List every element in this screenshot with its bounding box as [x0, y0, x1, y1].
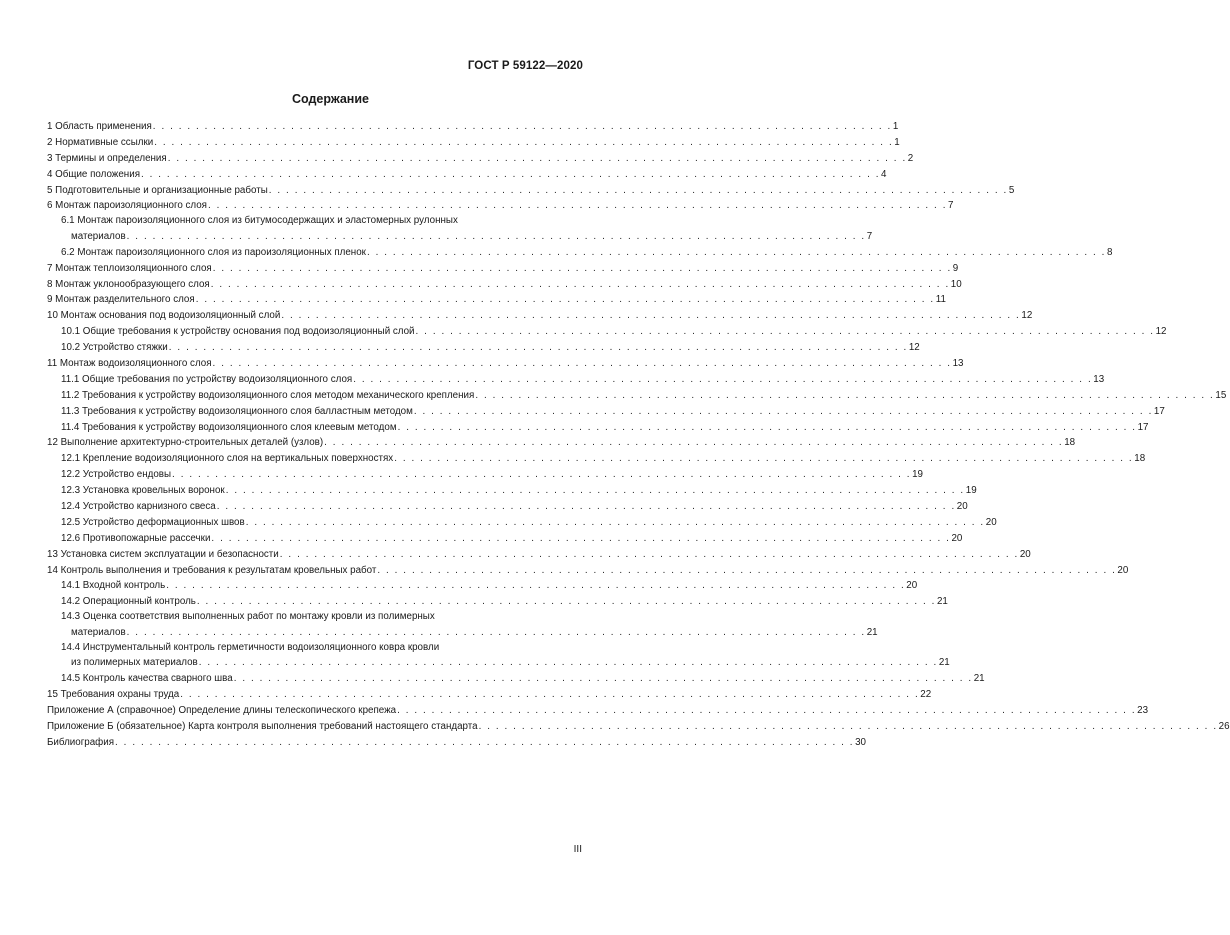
toc-entry-title: 12.1 Крепление водоизоляционного слоя на вертикальных поверхностях: [61, 453, 394, 465]
toc-entry[interactable]: [47, 435, 1076, 451]
toc-entry[interactable]: [47, 277, 962, 293]
toc-entry-page: 30: [855, 736, 866, 748]
toc-entry[interactable]: [47, 198, 954, 214]
toc-entry[interactable]: [47, 467, 923, 483]
toc-entry-title: 12.3 Установка кровельных воронок: [61, 485, 225, 497]
toc-entry-page: 21: [938, 657, 950, 669]
toc-entry-page: 21: [936, 596, 948, 608]
toc-entry[interactable]: [47, 483, 977, 499]
toc-entry[interactable]: [47, 292, 946, 308]
toc-entry[interactable]: [47, 594, 948, 610]
toc-entry-title: материалов: [71, 626, 126, 638]
toc-entry[interactable]: [47, 356, 964, 372]
toc-leader-dots: . . . . . . . . . . . . . . . . . . . . . . . . . . . . . . . . . . . . . . . . . . . . . . . . . . . . . . . . . . . . . . . . . . . . . . . . . . . . . . . . . . . . . .: [180, 688, 920, 700]
toc-entry-page: 13: [952, 357, 964, 369]
toc-entry-title: 14.1 Входной контроль: [61, 580, 166, 592]
toc-leader-dots: . . . . . . . . . . . . . . . . . . . . . . . . . . . . . . . . . . . . . . . . . . . . . . . . . . . . . . . . . . . . . . . . . . . . . . . . . . . . . . . . . . . . . .: [126, 626, 866, 638]
toc-entry[interactable]: [47, 610, 878, 640]
toc-leader-dots: . . . . . . . . . . . . . . . . . . . . . . . . . . . . . . . . . . . . . . . . . . . . . . . . . . . . . . . . . . . . . . . . . . . . . . . . . . . . . . . . . . . . . .: [152, 121, 892, 132]
toc-entry-title: 12.5 Устройство деформационных швов: [61, 516, 245, 528]
toc-leader-dots: . . . . . . . . . . . . . . . . . . . . . . . . . . . . . . . . . . . . . . . . . . . . . . . . . . . . . . . . . . . . . . . . . . . . . . . . . . . . . . . . . . . . . .: [413, 405, 1153, 417]
toc-leader-dots: . . . . . . . . . . . . . . . . . . . . . . . . . . . . . . . . . . . . . . . . . . . . . . . . . . . . . . . . . . . . . . . . . . . . . . . . . . . . . . . . . . . . . .: [279, 548, 1019, 560]
toc-entry-page: 15: [1215, 389, 1227, 401]
toc-entry[interactable]: [47, 324, 1167, 340]
toc-entry-title: 10 Монтаж основания под водоизоляционный слой: [47, 310, 281, 322]
toc-entry-title: 11.1 Общие требования по устройству водоизоляционного слоя: [61, 373, 353, 385]
toc-entry-title: 14.2 Операционный контроль: [61, 596, 196, 608]
toc-entry[interactable]: [47, 340, 920, 356]
toc-leader-dots: . . . . . . . . . . . . . . . . . . . . . . . . . . . . . . . . . . . . . . . . . . . . . . . . . . . . . . . . . . . . . . . . . . . . . . . . . . . . . . . . . . . . . .: [115, 736, 855, 748]
toc-leader-dots: . . . . . . . . . . . . . . . . . . . . . . . . . . . . . . . . . . . . . . . . . . . . . . . . . . . . . . . . . . . . . . . . . . . . . . . . . . . . . . . . . . . . . .: [141, 168, 881, 180]
toc-entry-title: 12 Выполнение архитектурно-строительных деталей (узлов): [47, 437, 324, 449]
toc-leader-dots: . . . . . . . . . . . . . . . . . . . . . . . . . . . . . . . . . . . . . . . . . . . . . . . . . . . . . . . . . . . . . . . . . . . . . . . . . . . . . . . . . . . . . .: [324, 437, 1064, 449]
toc-entry-title: Приложение А (справочное) Определение длины телескопического крепежа: [47, 704, 397, 716]
toc-entry-title: Приложение Б (обязательное) Карта контроля выполнения требований настоящего стандарта: [47, 720, 478, 732]
toc-entry-title: 11.3 Требования к устройству водоизоляционного слоя балластным методом: [61, 405, 413, 417]
toc-leader-dots: . . . . . . . . . . . . . . . . . . . . . . . . . . . . . . . . . . . . . . . . . . . . . . . . . . . . . . . . . . . . . . . . . . . . . . . . . . . . . . . . . . . . . .: [281, 310, 1021, 322]
toc-leader-dots: . . . . . . . . . . . . . . . . . . . . . . . . . . . . . . . . . . . . . . . . . . . . . . . . . . . . . . . . . . . . . . . . . . . . . . . . . . . . . . . . . . . . . .: [154, 136, 894, 148]
toc-entry-page: 2: [907, 152, 914, 164]
toc-entry-page: 12: [1155, 326, 1167, 338]
toc-leader-dots: . . . . . . . . . . . . . . . . . . . . . . . . . . . . . . . . . . . . . . . . . . . . . . . . . . . . . . . . . . . . . . . . . . . . . . . . . . . . . . . . . . . . . .: [245, 516, 985, 528]
toc-leader-dots: . . . . . . . . . . . . . . . . . . . . . . . . . . . . . . . . . . . . . . . . . . . . . . . . . . . . . . . . . . . . . . . . . . . . . . . . . . . . . . . . . . . . . .: [126, 230, 866, 242]
toc-title: Содержание: [291, 92, 369, 106]
toc-leader-dots: . . . . . . . . . . . . . . . . . . . . . . . . . . . . . . . . . . . . . . . . . . . . . . . . . . . . . . . . . . . . . . . . . . . . . . . . . . . . . . . . . . . . . .: [166, 580, 906, 592]
toc-entry[interactable]: [47, 578, 918, 594]
toc-entry-title: 12.2 Устройство ендовы: [61, 469, 172, 481]
toc-entry-page: 20: [951, 532, 963, 544]
toc-entry-page: 4: [881, 168, 887, 180]
toc-leader-dots: . . . . . . . . . . . . . . . . . . . . . . . . . . . . . . . . . . . . . . . . . . . . . . . . . . . . . . . . . . . . . . . . . . . . . . . . . . . . . . . . . . . . . .: [475, 389, 1215, 401]
toc-entry-title-first-line: 14.3 Оценка соответствия выполненных работ по монтажу кровли из полимерных: [61, 611, 435, 623]
toc-leader-dots: . . . . . . . . . . . . . . . . . . . . . . . . . . . . . . . . . . . . . . . . . . . . . . . . . . . . . . . . . . . . . . . . . . . . . . . . . . . . . . . . . . . . . .: [225, 485, 965, 497]
toc-leader-dots: . . . . . . . . . . . . . . . . . . . . . . . . . . . . . . . . . . . . . . . . . . . . . . . . . . . . . . . . . . . . . . . . . . . . . . . . . . . . . . . . . . . . . .: [212, 357, 952, 369]
toc-entry-title: 12.6 Противопожарные рассечки: [61, 532, 211, 544]
toc-entry-title: 14 Контроль выполнения и требования к результатам кровельных работ: [47, 564, 377, 576]
toc-leader-dots: . . . . . . . . . . . . . . . . . . . . . . . . . . . . . . . . . . . . . . . . . . . . . . . . . . . . . . . . . . . . . . . . . . . . . . . . . . . . . . . . . . . . . .: [478, 720, 1218, 732]
toc-entry-page: 12: [1021, 310, 1033, 322]
toc-entry-page: 20: [956, 500, 968, 512]
toc-entry-title: 6 Монтаж пароизоляционного слоя: [47, 200, 207, 212]
toc-entry-page: 20: [906, 580, 918, 592]
toc-leader-dots: . . . . . . . . . . . . . . . . . . . . . . . . . . . . . . . . . . . . . . . . . . . . . . . . . . . . . . . . . . . . . . . . . . . . . . . . . . . . . . . . . . . . . .: [212, 262, 952, 274]
toc-entry-page: 19: [912, 469, 923, 481]
toc-entry-page: 26: [1218, 720, 1230, 732]
toc-leader-dots: . . . . . . . . . . . . . . . . . . . . . . . . . . . . . . . . . . . . . . . . . . . . . . . . . . . . . . . . . . . . . . . . . . . . . . . . . . . . . . . . . . . . . .: [167, 152, 907, 164]
toc-leader-dots: . . . . . . . . . . . . . . . . . . . . . . . . . . . . . . . . . . . . . . . . . . . . . . . . . . . . . . . . . . . . . . . . . . . . . . . . . . . . . . . . . . . . . .: [268, 184, 1008, 196]
toc-entry-page: 17: [1137, 421, 1149, 433]
toc-leader-dots: . . . . . . . . . . . . . . . . . . . . . . . . . . . . . . . . . . . . . . . . . . . . . . . . . . . . . . . . . . . . . . . . . . . . . . . . . . . . . . . . . . . . . .: [207, 200, 948, 212]
toc-entry[interactable]: [47, 404, 1165, 420]
toc-entry-page: 1: [892, 121, 899, 132]
toc-entry-page: 13: [1093, 373, 1105, 385]
toc-entry-page: 20: [1117, 564, 1129, 576]
toc-entry[interactable]: [47, 451, 1146, 467]
toc-entry-title: 15 Требования охраны труда: [47, 688, 180, 700]
toc-entry-title-first-line: 6.1 Монтаж пароизоляционного слоя из битумосодержащих и эластомерных рулонных: [61, 215, 458, 227]
toc-entry-title: материалов: [71, 230, 126, 242]
toc-entry-title: 6.2 Монтаж пароизоляционного слоя из пароизоляционных пленок: [61, 246, 366, 258]
toc-entry-title: Библиография: [47, 736, 115, 748]
toc-entry-title: 2 Нормативные ссылки: [47, 136, 154, 148]
toc-entry-page: 18: [1064, 437, 1076, 449]
toc-entry-title: 14.5 Контроль качества сварного шва: [61, 673, 233, 684]
toc-entry[interactable]: [47, 641, 950, 671]
toc-entry-title: 10.2 Устройство стяжки: [61, 342, 168, 354]
toc-entry[interactable]: [47, 531, 963, 547]
toc-leader-dots: . . . . . . . . . . . . . . . . . . . . . . . . . . . . . . . . . . . . . . . . . . . . . . . . . . . . . . . . . . . . . . . . . . . . . . . . . . . . . . . . . . . . . .: [397, 421, 1137, 433]
document-standard-number: ГОСТ Р 59122—2020: [467, 60, 583, 72]
toc-entry[interactable]: [47, 687, 932, 703]
toc-entry-title: 1 Область применения: [47, 121, 152, 132]
toc-entry-title: 12.4 Устройство карнизного свеса: [61, 500, 216, 512]
toc-entry[interactable]: [47, 135, 900, 151]
toc-entry[interactable]: [47, 245, 1113, 261]
toc-leader-dots: . . . . . . . . . . . . . . . . . . . . . . . . . . . . . . . . . . . . . . . . . . . . . . . . . . . . . . . . . . . . . . . . . . . . . . . . . . . . . . . . . . . . . .: [216, 500, 956, 512]
toc-entry[interactable]: [47, 719, 1230, 735]
toc-leader-dots: . . . . . . . . . . . . . . . . . . . . . . . . . . . . . . . . . . . . . . . . . . . . . . . . . . . . . . . . . . . . . . . . . . . . . . . . . . . . . . . . . . . . . .: [172, 469, 912, 481]
toc-entry-page: 18: [1134, 453, 1146, 465]
toc-entry[interactable]: [47, 703, 1149, 719]
toc-entry-page: 19: [965, 485, 977, 497]
toc-leader-dots: . . . . . . . . . . . . . . . . . . . . . . . . . . . . . . . . . . . . . . . . . . . . . . . . . . . . . . . . . . . . . . . . . . . . . . . . . . . . . . . . . . . . . .: [196, 596, 936, 608]
toc-entry[interactable]: [47, 563, 1129, 579]
toc-entry-page: 11: [935, 294, 946, 306]
toc-entry[interactable]: [47, 183, 1015, 199]
toc-entry[interactable]: [47, 151, 914, 167]
toc-entry-title: 4 Общие положения: [47, 168, 140, 180]
toc-leader-dots: . . . . . . . . . . . . . . . . . . . . . . . . . . . . . . . . . . . . . . . . . . . . . . . . . . . . . . . . . . . . . . . . . . . . . . . . . . . . . . . . . . . . . .: [211, 532, 951, 544]
table-of-contents: [47, 119, 1230, 750]
toc-entry-title-first-line: 14.4 Инструментальный контроль герметичности водоизоляционного ковра кровли: [61, 641, 440, 653]
toc-entry-page: 7: [866, 230, 873, 242]
toc-entry[interactable]: [47, 214, 873, 244]
toc-leader-dots: . . . . . . . . . . . . . . . . . . . . . . . . . . . . . . . . . . . . . . . . . . . . . . . . . . . . . . . . . . . . . . . . . . . . . . . . . . . . . . . . . . . . . .: [233, 673, 973, 684]
toc-leader-dots: . . . . . . . . . . . . . . . . . . . . . . . . . . . . . . . . . . . . . . . . . . . . . . . . . . . . . . . . . . . . . . . . . . . . . . . . . . . . . . . . . . . . . .: [195, 294, 935, 306]
toc-entry[interactable]: [47, 499, 968, 515]
toc-leader-dots: . . . . . . . . . . . . . . . . . . . . . . . . . . . . . . . . . . . . . . . . . . . . . . . . . . . . . . . . . . . . . . . . . . . . . . . . . . . . . . . . . . . . . .: [366, 246, 1106, 258]
toc-entry-page: 1: [894, 136, 900, 148]
toc-entry-page: 12: [908, 342, 920, 354]
toc-entry[interactable]: [47, 547, 1031, 563]
toc-entry-page: 8: [1106, 246, 1113, 258]
toc-entry[interactable]: [47, 420, 1149, 436]
toc-entry-page: 21: [973, 673, 985, 684]
toc-entry-page: 22: [920, 688, 932, 700]
toc-entry[interactable]: [47, 735, 866, 751]
toc-entry-title: 3 Термины и определения: [47, 152, 167, 164]
toc-entry[interactable]: [47, 167, 887, 183]
toc-entry-title: 11.4 Требования к устройству водоизоляционного слоя клеевым методом: [61, 421, 397, 433]
toc-entry-page: 7: [948, 200, 954, 212]
toc-entry[interactable]: [47, 261, 959, 277]
toc-entry-title: 7 Монтаж теплоизоляционного слоя: [47, 262, 212, 274]
toc-entry[interactable]: [47, 308, 1033, 324]
toc-leader-dots: . . . . . . . . . . . . . . . . . . . . . . . . . . . . . . . . . . . . . . . . . . . . . . . . . . . . . . . . . . . . . . . . . . . . . . . . . . . . . . . . . . . . . .: [415, 326, 1155, 338]
toc-entry-page: 17: [1153, 405, 1165, 417]
toc-entry[interactable]: [47, 515, 997, 531]
toc-entry-title: 11 Монтаж водоизоляционного слоя: [47, 357, 212, 369]
toc-entry-title: 13 Установка систем эксплуатации и безопасности: [47, 548, 279, 560]
toc-entry-page: 21: [866, 626, 878, 638]
toc-entry-page: 20: [985, 516, 997, 528]
toc-entry-page: 9: [952, 262, 959, 274]
toc-entry[interactable]: [47, 388, 1227, 404]
page-number: III: [573, 844, 582, 855]
toc-entry[interactable]: [47, 372, 1105, 388]
toc-entry-title: 9 Монтаж разделительного слоя: [47, 294, 195, 306]
toc-entry-title: 5 Подготовительные и организационные работы: [47, 184, 268, 196]
toc-entry-title: из полимерных материалов: [71, 657, 198, 669]
toc-entry-title: 10.1 Общие требования к устройству основания под водоизоляционный слой: [61, 326, 415, 338]
toc-leader-dots: . . . . . . . . . . . . . . . . . . . . . . . . . . . . . . . . . . . . . . . . . . . . . . . . . . . . . . . . . . . . . . . . . . . . . . . . . . . . . . . . . . . . . .: [397, 704, 1137, 716]
toc-leader-dots: . . . . . . . . . . . . . . . . . . . . . . . . . . . . . . . . . . . . . . . . . . . . . . . . . . . . . . . . . . . . . . . . . . . . . . . . . . . . . . . . . . . . . .: [377, 564, 1117, 576]
toc-leader-dots: . . . . . . . . . . . . . . . . . . . . . . . . . . . . . . . . . . . . . . . . . . . . . . . . . . . . . . . . . . . . . . . . . . . . . . . . . . . . . . . . . . . . . .: [353, 373, 1093, 385]
toc-entry-page: 5: [1008, 184, 1015, 196]
toc-leader-dots: . . . . . . . . . . . . . . . . . . . . . . . . . . . . . . . . . . . . . . . . . . . . . . . . . . . . . . . . . . . . . . . . . . . . . . . . . . . . . . . . . . . . . .: [168, 342, 908, 354]
toc-leader-dots: . . . . . . . . . . . . . . . . . . . . . . . . . . . . . . . . . . . . . . . . . . . . . . . . . . . . . . . . . . . . . . . . . . . . . . . . . . . . . . . . . . . . . .: [394, 453, 1134, 465]
toc-leader-dots: . . . . . . . . . . . . . . . . . . . . . . . . . . . . . . . . . . . . . . . . . . . . . . . . . . . . . . . . . . . . . . . . . . . . . . . . . . . . . . . . . . . . . .: [210, 278, 950, 290]
toc-entry-page: 10: [950, 278, 962, 290]
toc-entry[interactable]: [47, 119, 899, 135]
toc-leader-dots: . . . . . . . . . . . . . . . . . . . . . . . . . . . . . . . . . . . . . . . . . . . . . . . . . . . . . . . . . . . . . . . . . . . . . . . . . . . . . . . . . . . . . .: [198, 657, 938, 669]
toc-entry-title: 11.2 Требования к устройству водоизоляционного слоя методом механического крепления: [61, 389, 475, 401]
toc-entry-title: 8 Монтаж уклонообразующего слоя: [47, 278, 210, 290]
toc-entry-page: 20: [1019, 548, 1031, 560]
toc-entry[interactable]: [47, 671, 985, 687]
toc-entry-page: 23: [1137, 704, 1149, 716]
